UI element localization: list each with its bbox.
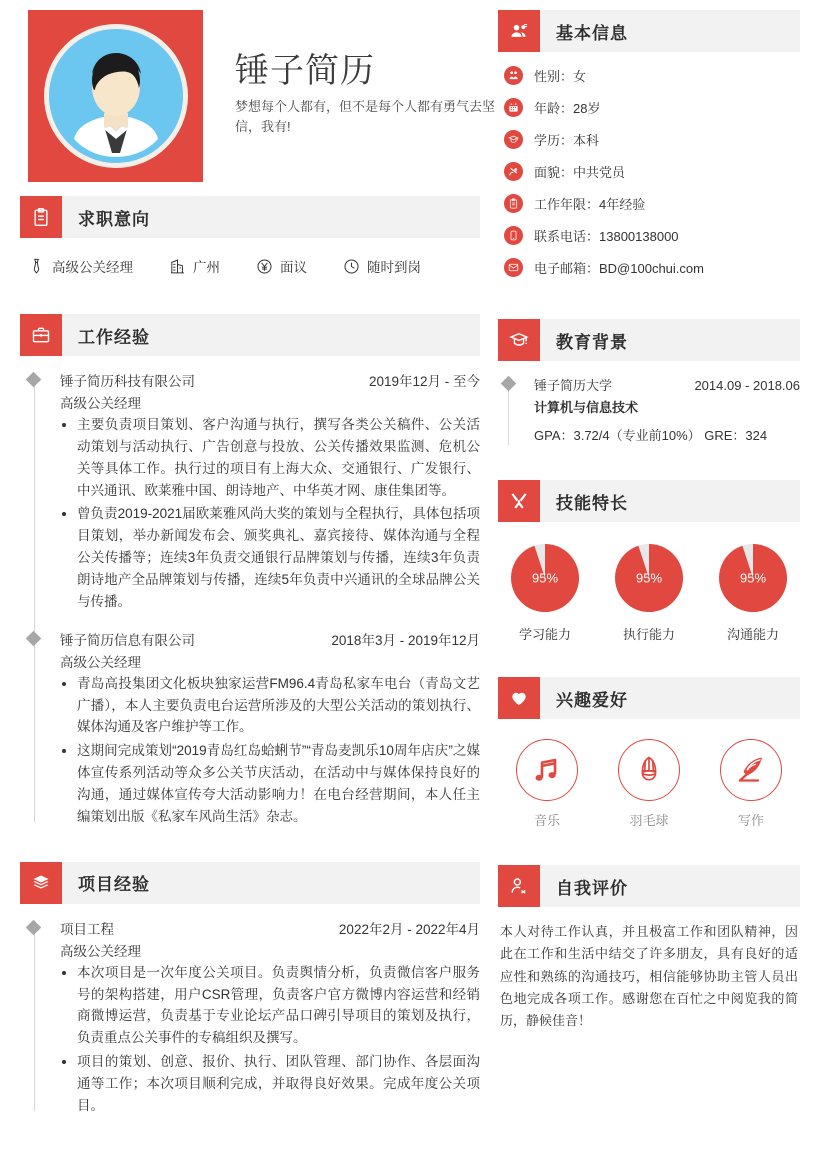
hobby-item xyxy=(608,739,690,829)
section-title: 技能特长 xyxy=(556,493,628,513)
section-title: 项目经验 xyxy=(78,875,150,895)
list-item: • 主要负责项目策划、客户沟通与执行，撰写各类公关稿件、公关活动策划与活动执行、广告创意与投放、公关传播效果监测、危机公关等具体工作。执行过的项目有上海大众、交通银行、广发银行、中兴通讯、欧莱雅中国、朗诗地产、中华英才网、康佳集团等。 xyxy=(77,414,480,501)
info-row-label: 性别：女 xyxy=(534,69,587,84)
info-row-age xyxy=(504,98,800,117)
info-row-phone xyxy=(504,226,800,245)
skill-item xyxy=(712,542,794,643)
section-project-experience xyxy=(20,862,480,1117)
skills-list xyxy=(498,542,800,643)
music-note-icon xyxy=(516,739,578,801)
info-row-email xyxy=(504,258,800,277)
info-row-years xyxy=(504,194,800,213)
work-role: 高级公关经理 xyxy=(60,654,141,670)
briefcase-icon xyxy=(20,314,62,356)
hobby-label: 音乐 xyxy=(533,813,560,828)
gender-icon xyxy=(504,66,523,85)
section-job-intention xyxy=(20,196,480,276)
skill-label: 学习能力 xyxy=(518,627,571,642)
section-header xyxy=(498,480,800,522)
section-header xyxy=(20,862,480,904)
avatar xyxy=(28,10,203,182)
section-header xyxy=(498,677,800,719)
hobbies-list xyxy=(498,739,800,829)
info-row-label: 联系电话：13800138000 xyxy=(534,229,679,244)
education-entry xyxy=(498,375,800,444)
tools-icon xyxy=(498,480,540,522)
section-title: 求职意向 xyxy=(78,209,150,229)
section-self-evaluation xyxy=(498,865,800,1033)
hobby-label: 羽毛球 xyxy=(629,813,669,828)
education-school: 锤子简历大学 xyxy=(534,378,613,393)
education-major: 计算机与信息技术 xyxy=(534,400,639,415)
section-header xyxy=(498,865,800,907)
work-role: 高级公关经理 xyxy=(60,396,141,411)
yen-icon xyxy=(256,258,273,275)
list-item: • 项目的策划、创意、报价、执行、团队管理、部门协作、各层面沟通等工作；本次项目顺利完成，并取得良好效果。完成年度公关项目。 xyxy=(77,1051,480,1117)
hobby-label: 写作 xyxy=(737,813,764,828)
users-icon xyxy=(498,10,540,52)
skill-item xyxy=(608,542,690,643)
feather-pen-icon xyxy=(720,739,782,801)
info-row-label: 电子邮箱：BD@100chui.com xyxy=(534,261,704,276)
section-skills xyxy=(498,480,800,643)
work-date: 2018年3月 - 2019年12月 xyxy=(331,632,480,648)
section-header xyxy=(20,314,480,356)
profile-header xyxy=(20,0,496,182)
section-basic-info xyxy=(498,10,800,277)
skill-value: 95% xyxy=(531,570,559,586)
page-title: 锤子简历 xyxy=(235,52,375,90)
envelope-icon xyxy=(504,258,523,277)
section-header xyxy=(498,319,800,361)
work-date: 2019年12月 - 至今 xyxy=(368,374,480,389)
project-role: 高级公关经理 xyxy=(60,943,141,959)
skill-label: 执行能力 xyxy=(622,627,675,642)
job-intention-list xyxy=(20,256,480,276)
education-gpa: GPA：3.72/4（专业前10%） GRE：324 xyxy=(534,428,768,443)
job-intention-position-label: 高级公关经理 xyxy=(52,260,133,275)
job-intention-availability xyxy=(343,256,421,276)
section-work-experience xyxy=(20,314,480,828)
hobby-item xyxy=(710,739,792,829)
shuttlecock-icon xyxy=(618,739,680,801)
info-row-label: 工作年限：4年经验 xyxy=(534,197,646,212)
list-item: • 曾负责2019-2021届欧莱雅风尚大奖的策划与全程执行，具体包括项目策划，举办新闻发布会、颁奖典礼、嘉宾接待、媒体沟通与全程公关传播等；连续3年负责交通银行品牌策划与传播，连续3年负责朗诗地产全品牌策划与传播，连续5年负责中兴通讯的全球品牌公关与传播。 xyxy=(77,503,480,612)
job-intention-availability-label: 随时到岗 xyxy=(367,260,421,275)
section-title: 工作经验 xyxy=(78,327,150,347)
job-intention-city-label: 广州 xyxy=(193,260,220,275)
section-hobbies xyxy=(498,677,800,829)
work-experience-timeline xyxy=(20,370,480,828)
graduation-icon xyxy=(498,319,540,361)
profile-slogan: 梦想每个人都有，但不是每个人都有勇气去坚信，我有! xyxy=(235,99,496,135)
layers-icon xyxy=(20,862,62,904)
info-row-label: 学历：本科 xyxy=(534,133,600,148)
project-name: 项目工程 xyxy=(60,921,114,937)
work-org: 锤子简历信息有限公司 xyxy=(60,632,195,648)
calendar-icon xyxy=(504,98,523,117)
basic-info-list xyxy=(498,66,800,277)
tie-icon xyxy=(28,258,45,275)
job-intention-salary xyxy=(256,256,307,276)
info-row-label: 面貌：中共党员 xyxy=(534,165,626,180)
section-title: 教育背景 xyxy=(556,332,628,352)
skill-label: 沟通能力 xyxy=(726,627,779,642)
section-education xyxy=(498,319,800,444)
work-org: 锤子简历科技有限公司 xyxy=(60,374,195,389)
section-title: 自我评价 xyxy=(556,878,628,898)
list-item: • 本次项目是一次年度公关项目。负责舆情分析，负责微信客户服务号的架构搭建，用户CSR管理，负责客户官方微博内容运营和经销商微博运营，负责基于专业论坛产品口碑引导项目的策划及执行，负责重点公关事件的专稿组织及撰写。 xyxy=(77,962,480,1049)
list-item: • 青岛高投集团文化板块独家运营FM96.4青岛私家车电台（青岛文艺广播），本人主要负责电台运营所涉及的大型公关活动的策划执行、媒体沟通及客户维护等工作。 xyxy=(77,673,480,739)
party-emblem-icon xyxy=(504,162,523,181)
section-title: 基本信息 xyxy=(556,23,628,43)
clipboard-icon xyxy=(20,196,62,238)
project-date: 2022年2月 - 2022年4月 xyxy=(338,921,480,937)
section-header xyxy=(20,196,480,238)
section-header xyxy=(498,10,800,52)
hobby-item xyxy=(506,739,588,829)
info-row-education xyxy=(504,130,800,149)
skill-item xyxy=(504,542,586,643)
skill-value: 95% xyxy=(635,570,663,586)
clock-icon xyxy=(343,258,360,275)
list-item: • 这期间完成策划“2019青岛红岛蛤蜊节”“青岛麦凯乐10周年店庆”之媒体宣传系列活动等众多公关节庆活动，在活动中与媒体保持良好的沟通，通过媒体宣传夸大活动影响力！在电台经营期间，本人任主编策划出版《私家车风尚生活》杂志。 xyxy=(77,740,480,827)
clipboard-icon xyxy=(504,194,523,213)
work-entry xyxy=(60,370,480,613)
education-date: 2014.09 - 2018.06 xyxy=(694,378,800,393)
phone-icon xyxy=(504,226,523,245)
job-intention-position xyxy=(28,256,133,276)
work-bullets xyxy=(60,414,480,613)
avatar-male-illustration-icon xyxy=(49,29,183,163)
heart-icon xyxy=(498,677,540,719)
skill-progress-ring xyxy=(509,542,581,614)
left-column xyxy=(20,0,496,1117)
right-column xyxy=(498,10,800,1059)
person-check-icon xyxy=(498,865,540,907)
graduation-icon xyxy=(504,130,523,149)
building-icon xyxy=(169,258,186,275)
job-intention-salary-label: 面议 xyxy=(280,260,307,275)
info-row-label: 年龄：28岁 xyxy=(534,101,601,116)
skill-progress-ring xyxy=(717,542,789,614)
info-row-gender xyxy=(504,66,800,85)
self-evaluation-text: 本人对待工作认真，并且极富工作和团队精神，因此在工作和生活中结交了许多朋友，具有良好的适应性和熟练的沟通技巧，相信能够协助主管人员出色地完成各项工作。感谢您在百忙之中阅览我的简历，静候佳音！ xyxy=(500,924,798,1029)
job-intention-city xyxy=(169,256,220,276)
work-bullets xyxy=(60,673,480,828)
profile-text xyxy=(235,52,500,137)
skill-value: 95% xyxy=(739,570,767,586)
project-experience-timeline xyxy=(20,918,480,1117)
work-entry xyxy=(60,629,480,828)
project-bullets xyxy=(60,962,480,1117)
skill-progress-ring xyxy=(613,542,685,614)
section-title: 兴趣爱好 xyxy=(556,690,628,710)
project-entry xyxy=(60,918,480,1117)
info-row-political-status xyxy=(504,162,800,181)
